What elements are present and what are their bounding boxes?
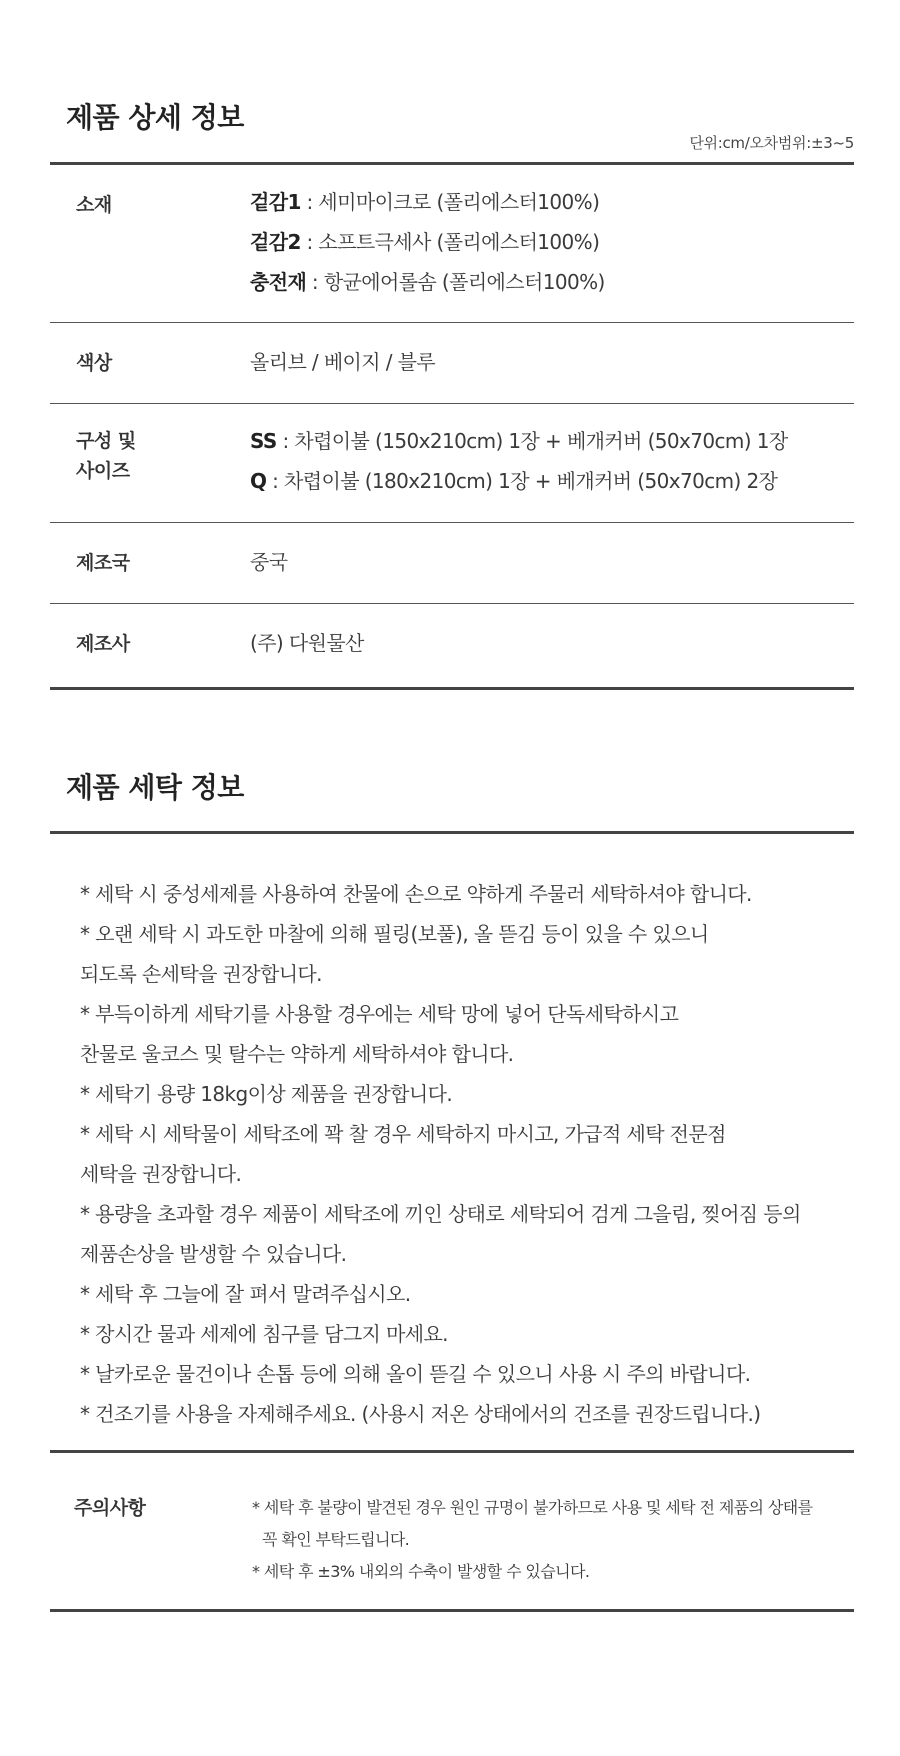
list-item: * 오랜 세탁 시 과도한 마찰에 의해 필링(보풀), 올 뜯김 등이 있을 수 있으니 되도록 손세탁을 권장합니다. <box>80 922 709 986</box>
caution-label: 주의사항 <box>74 1497 146 1519</box>
row-label-size-line2: 사이즈 <box>76 460 130 482</box>
caution-list <box>252 1492 812 1588</box>
country-line: 중국 <box>250 550 288 574</box>
color-line: 올리브 / 베이지 / 블루 <box>250 350 436 374</box>
detail-top-rule <box>50 162 854 165</box>
row-label-size-line1: 구성 및 <box>76 430 136 452</box>
material-line: 겉감1 : 세미마이크로 (폴리에스터100%) <box>250 190 600 214</box>
material-line: 충전재 : 항균에어롤솜 (폴리에스터100%) <box>250 270 605 294</box>
list-item: * 장시간 물과 세제에 침구를 담그지 마세요. <box>80 1322 448 1346</box>
list-item: * 세탁기 용량 18kg이상 제품을 권장합니다. <box>80 1082 453 1106</box>
row-label-country: 제조국 <box>76 552 130 574</box>
detail-bottom-rule <box>50 687 854 690</box>
size-line: SS : 차렵이불 (150x210cm) 1장 + 베개커버 (50x70cm) 1장 <box>250 429 788 453</box>
list-item: * 날카로운 물건이나 손톱 등에 의해 올이 뜯길 수 있으니 사용 시 주의 바랍니다. <box>80 1362 751 1386</box>
list-item: * 세탁 시 세탁물이 세탁조에 꽉 찰 경우 세탁하지 마시고, 가급적 세탁 전문점 세탁을 권장합니다. <box>80 1122 726 1186</box>
wash-instructions-list <box>80 874 850 1434</box>
row-value-manufacturer <box>250 623 364 663</box>
row-label-size <box>76 426 136 486</box>
list-item: * 세탁 후 그늘에 잘 펴서 말려주십시오. <box>80 1282 411 1306</box>
detail-section-title: 제품 상세 정보 <box>66 101 244 134</box>
row-label-color: 색상 <box>76 352 112 374</box>
list-item: * 용량을 초과할 경우 제품이 세탁조에 끼인 상태로 세탁되어 검게 그을림, 찢어짐 등의 제품손상을 발생할 수 있습니다. <box>80 1202 801 1266</box>
row-label-material: 소재 <box>76 194 112 216</box>
list-item: * 세탁 후 불량이 발견된 경우 원인 규명이 불가하므로 사용 및 세탁 전 제품의 상태를 꼭 확인 부탁드립니다. <box>252 1498 813 1549</box>
manufacturer-line: (주) 다원물산 <box>250 631 364 655</box>
caution-bottom-rule <box>50 1609 854 1612</box>
material-line: 겉감2 : 소프트극세사 (폴리에스터100%) <box>250 230 600 254</box>
caution-top-rule <box>50 1450 854 1453</box>
list-item: * 세탁 시 중성세제를 사용하여 찬물에 손으로 약하게 주물러 세탁하셔야 합니다. <box>80 882 752 906</box>
row-value-material <box>250 182 605 302</box>
row-value-size <box>250 421 788 501</box>
row-label-manufacturer: 제조사 <box>76 633 130 655</box>
size-line: Q : 차렵이불 (180x210cm) 1장 + 베개커버 (50x70cm) 2장 <box>250 469 778 493</box>
list-item: * 건조기를 사용을 자제해주세요. (사용시 저온 상태에서의 건조를 권장드립니다.) <box>80 1402 761 1426</box>
list-item: * 세탁 후 ±3% 내외의 수축이 발생할 수 있습니다. <box>252 1562 590 1581</box>
row-value-country <box>250 542 287 582</box>
unit-note: 단위:cm/오차범위:±3~5 <box>689 134 854 152</box>
wash-top-rule <box>50 831 854 834</box>
row-divider <box>50 322 854 323</box>
wash-section-title: 제품 세탁 정보 <box>66 771 244 804</box>
row-divider <box>50 403 854 404</box>
row-divider <box>50 522 854 523</box>
row-value-color <box>250 342 435 382</box>
row-divider <box>50 603 854 604</box>
list-item: * 부득이하게 세탁기를 사용할 경우에는 세탁 망에 넣어 단독세탁하시고 찬물로 울코스 및 탈수는 약하게 세탁하셔야 합니다. <box>80 1002 679 1066</box>
